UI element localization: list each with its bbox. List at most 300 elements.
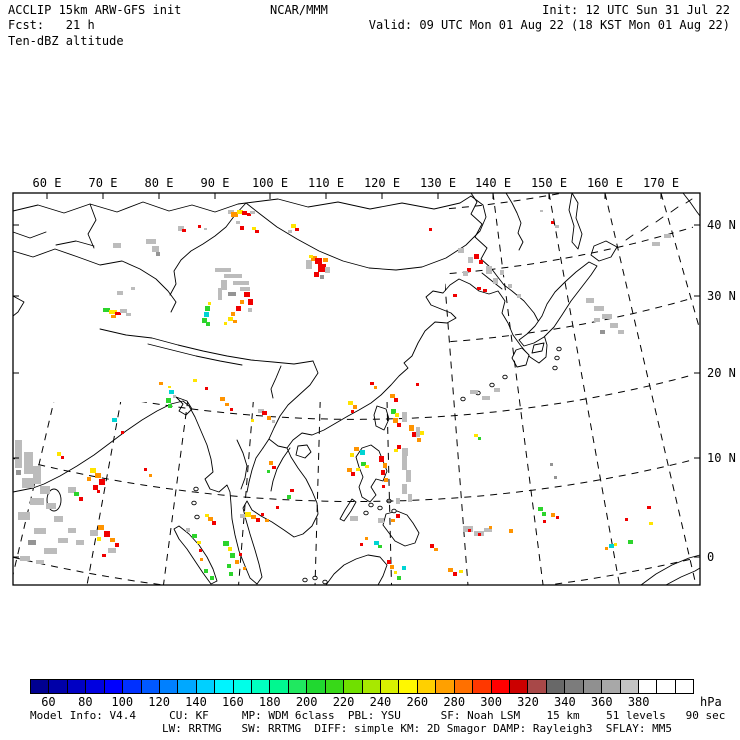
echo-blob	[291, 224, 296, 228]
echo-blob	[121, 431, 124, 434]
echo-blob	[261, 513, 264, 516]
echo-blob	[586, 298, 594, 303]
echo-blob	[474, 254, 479, 259]
lat-tick-label: 40 N	[707, 218, 736, 232]
colorbar-cell	[657, 680, 675, 693]
echo-blob	[408, 494, 412, 502]
colorbar-cell	[307, 680, 325, 693]
echo-blob	[394, 571, 397, 574]
colorbar-cell	[197, 680, 215, 693]
echo-blob	[486, 266, 492, 274]
echo-blob	[97, 490, 100, 493]
echo-blob	[30, 498, 44, 505]
lat-tick-label: 10 N	[707, 451, 736, 465]
echo-blob	[429, 228, 432, 231]
colorbar-labels	[0, 695, 740, 709]
echo-blob	[416, 383, 419, 386]
echo-blob	[108, 548, 116, 553]
echo-blob	[61, 456, 64, 459]
echo-blob	[493, 278, 498, 284]
echo-blob	[166, 398, 171, 403]
echo-blob	[206, 322, 210, 326]
field-name: Ten-dBZ altitude	[8, 34, 124, 48]
colorbar-tick-label: 220	[332, 695, 355, 709]
echo-blob	[402, 566, 406, 570]
echo-blob	[390, 565, 394, 569]
echo-blob	[378, 518, 384, 523]
echo-blob	[315, 258, 322, 264]
echo-blob	[239, 553, 242, 556]
echo-blob	[46, 503, 56, 509]
echo-blob	[20, 556, 30, 561]
echo-blob	[44, 548, 57, 554]
echo-blob	[609, 544, 614, 548]
echo-blob	[509, 529, 513, 533]
title-model: ACCLIP 15km ARW-GFS init	[8, 3, 182, 17]
echo-blob	[350, 453, 354, 457]
echo-blob	[378, 545, 382, 548]
echo-blob	[397, 445, 401, 449]
echo-blob	[236, 306, 241, 311]
colorbar-cell	[326, 680, 344, 693]
colorbar-cell	[49, 680, 67, 693]
echo-blob	[36, 560, 44, 564]
echo-blob	[554, 476, 557, 479]
colorbar-cell	[510, 680, 528, 693]
echo-blob	[551, 513, 555, 517]
colorbar-cell	[399, 680, 417, 693]
echo-blob	[390, 394, 395, 398]
echo-blob	[551, 221, 554, 224]
echo-blob	[288, 230, 292, 233]
echo-blob	[144, 468, 147, 471]
echo-blob	[430, 544, 434, 548]
echo-blob	[474, 434, 478, 437]
echo-blob	[406, 470, 411, 482]
echo-blob	[394, 398, 398, 402]
echo-blob	[360, 543, 363, 546]
echo-blob	[517, 294, 521, 298]
echo-blob	[251, 419, 254, 422]
colorbar-cell	[547, 680, 565, 693]
echo-blob	[146, 239, 156, 244]
colorbar-tick-label: 380	[627, 695, 650, 709]
echo-blob	[245, 512, 251, 517]
echo-blob	[115, 543, 119, 547]
echo-blob	[387, 560, 391, 564]
echo-blob	[483, 289, 487, 292]
echo-blob	[113, 243, 121, 248]
echo-blob	[240, 226, 244, 230]
echo-blob	[236, 221, 240, 224]
echo-blob	[489, 526, 492, 529]
echo-blob	[18, 512, 30, 520]
echo-blob	[24, 452, 33, 474]
echo-blob	[28, 540, 36, 545]
colorbar-tick-label: 140	[185, 695, 207, 709]
echo-blob	[664, 234, 671, 238]
echo-blob	[126, 313, 131, 316]
echo-blob	[550, 463, 553, 466]
echo-blob	[193, 379, 197, 382]
echo-blob	[231, 312, 235, 316]
colorbar-cell	[455, 680, 473, 693]
echo-blob	[223, 541, 229, 546]
echo-blob	[57, 452, 61, 456]
echo-blob	[356, 468, 360, 471]
forecast-hour: Fcst: 21 h	[8, 18, 95, 32]
lat-tick-label: 20 N	[707, 366, 736, 380]
colorbar-cell	[86, 680, 104, 693]
echo-blob	[208, 302, 211, 305]
lat-tick-label: 0	[707, 550, 715, 564]
colorbar-cell	[676, 680, 693, 693]
echo-blob	[244, 292, 250, 297]
echo-blob	[131, 287, 135, 290]
echo-blob	[269, 461, 273, 465]
echo-blob	[290, 489, 294, 492]
echo-blob	[117, 291, 123, 295]
echo-blob	[230, 408, 233, 411]
echo-blob	[306, 260, 312, 269]
echo-blob	[265, 519, 269, 522]
echo-blob	[540, 210, 543, 212]
echo-blob	[149, 474, 152, 477]
echo-blob	[225, 403, 229, 406]
echo-blob	[434, 548, 438, 551]
echo-blob	[351, 472, 355, 476]
colorbar-tick-label: 180	[258, 695, 281, 709]
echo-blob	[98, 525, 104, 530]
echo-blob	[350, 516, 358, 521]
echo-blob	[382, 485, 385, 488]
echo-blob	[453, 572, 457, 576]
echo-blob	[542, 512, 546, 516]
lon-tick-label: 120 E	[363, 176, 401, 190]
echo-blob	[97, 537, 101, 541]
colorbar-cell	[142, 680, 160, 693]
colorbar-tick-label: 280	[443, 695, 466, 709]
echo-blob	[262, 411, 267, 415]
echo-blob	[594, 318, 600, 322]
echo-blob	[479, 260, 483, 264]
echo-blob	[453, 294, 457, 297]
echo-blob	[208, 517, 213, 521]
valid-time: Valid: 09 UTC Mon 01 Aug 22 (18 KST Mon 01 Aug 22)	[368, 18, 730, 32]
echo-blob	[538, 507, 543, 511]
echo-blob	[233, 281, 249, 285]
echo-blob	[647, 506, 651, 509]
echo-blob	[186, 528, 190, 532]
echo-blob	[230, 553, 235, 558]
echo-blob	[374, 541, 379, 545]
echo-blob	[470, 390, 478, 394]
colorbar-tick-label: 60	[41, 695, 56, 709]
echo-blob	[459, 570, 463, 573]
echo-blob	[272, 420, 275, 423]
echo-blob	[173, 395, 176, 398]
echo-blob	[204, 228, 207, 230]
echo-blob	[76, 540, 84, 545]
echo-blob	[224, 274, 242, 278]
echo-blob	[508, 284, 512, 288]
echo-blob	[652, 242, 660, 246]
echo-blob	[110, 538, 115, 542]
echo-blob	[248, 308, 252, 312]
echo-blob	[204, 312, 209, 317]
echo-blob	[347, 468, 352, 472]
echo-blob	[409, 425, 414, 431]
echo-blob	[396, 514, 400, 518]
echo-blob	[649, 522, 653, 525]
colorbar-cell	[215, 680, 233, 693]
colorbar-tick-label: 160	[222, 695, 244, 709]
echo-blob	[458, 248, 464, 253]
echo-blob	[379, 456, 384, 462]
echo-blob	[370, 382, 374, 385]
echo-blob	[16, 470, 21, 475]
lon-tick-label: 170 E	[642, 176, 680, 190]
colorbar-cell	[289, 680, 307, 693]
echo-blob	[267, 416, 271, 420]
echo-blob	[40, 486, 50, 494]
colorbar-tick-label: 340	[554, 695, 576, 709]
echo-blob	[210, 576, 214, 580]
echo-blob	[309, 255, 313, 258]
echo-blob	[391, 519, 395, 522]
echo-blob	[152, 246, 159, 252]
echo-blob	[594, 306, 604, 311]
echo-blob	[205, 514, 209, 517]
colorbar-tick-label: 200	[295, 695, 318, 709]
echo-blob	[34, 528, 46, 534]
echo-blob	[79, 497, 83, 501]
echo-blob	[318, 264, 326, 272]
echo-blob	[610, 323, 618, 328]
echo-blob	[374, 386, 377, 389]
echo-blob	[120, 309, 127, 313]
echo-blob	[22, 478, 34, 488]
colorbar-cell	[436, 680, 454, 693]
echo-blob	[212, 521, 216, 525]
colorbar-cell	[381, 680, 399, 693]
lon-tick-label: 90 E	[200, 176, 230, 190]
echo-blob	[102, 554, 106, 557]
echo-blob	[556, 516, 559, 519]
echo-blob	[325, 267, 330, 273]
colorbar-tick-label: 360	[590, 695, 613, 709]
echo-blob	[402, 448, 408, 456]
colorbar-cell	[68, 680, 86, 693]
lon-tick-label: 150 E	[530, 176, 568, 190]
echo-blob	[267, 470, 270, 473]
echo-blob	[192, 534, 197, 538]
lon-tick-label: 140 E	[474, 176, 512, 190]
echo-blob	[500, 270, 504, 275]
lat-tick-label: 30 N	[707, 289, 736, 303]
echo-blob	[383, 463, 387, 468]
echo-blob	[323, 258, 328, 262]
echo-blob	[482, 396, 490, 400]
echo-blob	[204, 569, 208, 573]
echo-blob	[468, 257, 473, 263]
echo-blob	[233, 320, 237, 323]
echo-blob	[448, 568, 453, 572]
echo-blob	[93, 485, 98, 490]
colorbar-cell	[473, 680, 491, 693]
echo-blob	[231, 212, 238, 217]
echo-blob	[199, 549, 202, 552]
lon-tick-label: 110 E	[307, 176, 345, 190]
echo-blob	[229, 572, 233, 576]
echo-blob	[477, 287, 481, 290]
echo-blob	[417, 438, 421, 442]
echo-blob	[240, 287, 250, 291]
echo-blob	[168, 404, 172, 408]
echo-blob	[168, 386, 171, 388]
echo-blob	[156, 252, 160, 256]
echo-blob	[396, 498, 400, 504]
colorbar-cell	[602, 680, 620, 693]
echo-blob	[159, 382, 163, 385]
echo-blob	[255, 230, 259, 233]
echo-blob	[218, 288, 222, 300]
colorbar-cell	[418, 680, 436, 693]
colorbar-tick-label: 260	[406, 695, 429, 709]
init-time: Init: 12 UTC Sun 31 Jul 22	[542, 3, 730, 17]
echo-blob	[605, 547, 608, 550]
echo-blob	[243, 567, 246, 570]
colorbar-cell	[123, 680, 141, 693]
colorbar-tick-label: 80	[78, 695, 93, 709]
echo-blob	[235, 560, 239, 564]
echo-blob	[393, 418, 398, 423]
colorbar-cell	[31, 680, 49, 693]
echo-blob	[248, 299, 253, 305]
echo-blob	[394, 449, 398, 452]
lon-tick-label: 80 E	[144, 176, 174, 190]
echo-blob	[182, 229, 186, 232]
echo-blob	[90, 530, 98, 536]
lon-tick-label: 100 E	[251, 176, 289, 190]
echo-blob	[395, 413, 399, 417]
echo-blob	[220, 397, 225, 401]
echo-blob	[205, 306, 210, 311]
echo-blob	[200, 558, 203, 561]
echo-blob	[543, 520, 546, 523]
colorbar-cell	[584, 680, 602, 693]
echo-blob	[227, 564, 231, 568]
colorbar-cell	[344, 680, 362, 693]
lon-tick-label: 60 E	[32, 176, 62, 190]
echo-blob	[205, 387, 208, 390]
colorbar-tick-label: 320	[517, 695, 539, 709]
colorbar-cell	[178, 680, 196, 693]
echo-blob	[251, 515, 256, 519]
echo-blob	[242, 211, 247, 215]
echo-blob	[494, 388, 500, 392]
echo-blob	[68, 528, 76, 533]
colorbar-cell	[252, 680, 270, 693]
echo-blob	[197, 541, 201, 544]
echo-blob	[348, 401, 353, 405]
echo-blob	[252, 227, 256, 230]
lon-tick-label: 130 E	[419, 176, 457, 190]
echo-blob	[402, 484, 407, 494]
echo-blob	[384, 478, 388, 482]
colorbar-unit: hPa	[700, 695, 722, 709]
echo-blob	[416, 427, 420, 437]
colorbar-cell	[105, 680, 123, 693]
echo-blob	[74, 492, 79, 496]
echo-blob	[354, 447, 359, 451]
echo-blob	[103, 308, 110, 312]
echo-blob	[224, 322, 227, 325]
echo-blob	[625, 518, 628, 521]
echo-blob	[256, 518, 260, 522]
echo-blob	[351, 410, 354, 413]
echo-blob	[600, 330, 605, 334]
echo-blob	[463, 271, 468, 276]
echo-blob	[112, 418, 117, 422]
echo-blob	[104, 531, 110, 537]
echo-blob	[287, 495, 291, 499]
echo-blob	[360, 450, 365, 455]
colorbar-tick-label: 240	[369, 695, 392, 709]
colorbar-cell	[565, 680, 583, 693]
echo-blob	[169, 390, 174, 394]
lon-tick-label: 160 E	[586, 176, 624, 190]
colorbar-tick-label: 100	[111, 695, 134, 709]
echo-blob	[240, 300, 244, 304]
colorbar	[30, 679, 694, 694]
echo-blob	[381, 470, 385, 475]
echo-blob	[320, 275, 324, 279]
echo-blob	[353, 405, 357, 409]
echo-blob	[228, 317, 233, 321]
echo-blob	[95, 473, 101, 478]
echo-blob	[54, 516, 63, 522]
echo-blob	[628, 540, 633, 544]
lon-tick-label: 70 E	[88, 176, 118, 190]
echo-blob	[272, 466, 276, 469]
echo-blob	[397, 423, 401, 427]
echo-blob	[402, 412, 407, 422]
colorbar-cell	[160, 680, 178, 693]
echo-blob	[555, 225, 559, 228]
colorbar-cell	[528, 680, 546, 693]
echo-blob	[58, 538, 68, 543]
echo-blob	[215, 268, 231, 272]
title-center: NCAR/MMM	[270, 3, 328, 17]
colorbar-cell	[492, 680, 510, 693]
echo-blob	[228, 547, 232, 551]
echo-blob	[420, 431, 424, 435]
echo-blob	[478, 437, 481, 440]
colorbar-cell	[621, 680, 639, 693]
echo-blob	[365, 465, 369, 468]
echo-blob	[111, 315, 116, 318]
echo-blob	[602, 314, 612, 319]
echo-blob	[87, 477, 91, 481]
echo-blob	[99, 479, 105, 485]
colorbar-cell	[234, 680, 252, 693]
model-info-line2: LW: RRTMG SW: RRTMG DIFF: simple KM: 2D Smagor DAMP: Rayleigh3 SFLAY: MM5	[162, 722, 672, 735]
echo-blob	[478, 533, 481, 536]
echo-blob	[295, 228, 299, 231]
colorbar-cell	[639, 680, 657, 693]
colorbar-cell	[363, 680, 381, 693]
